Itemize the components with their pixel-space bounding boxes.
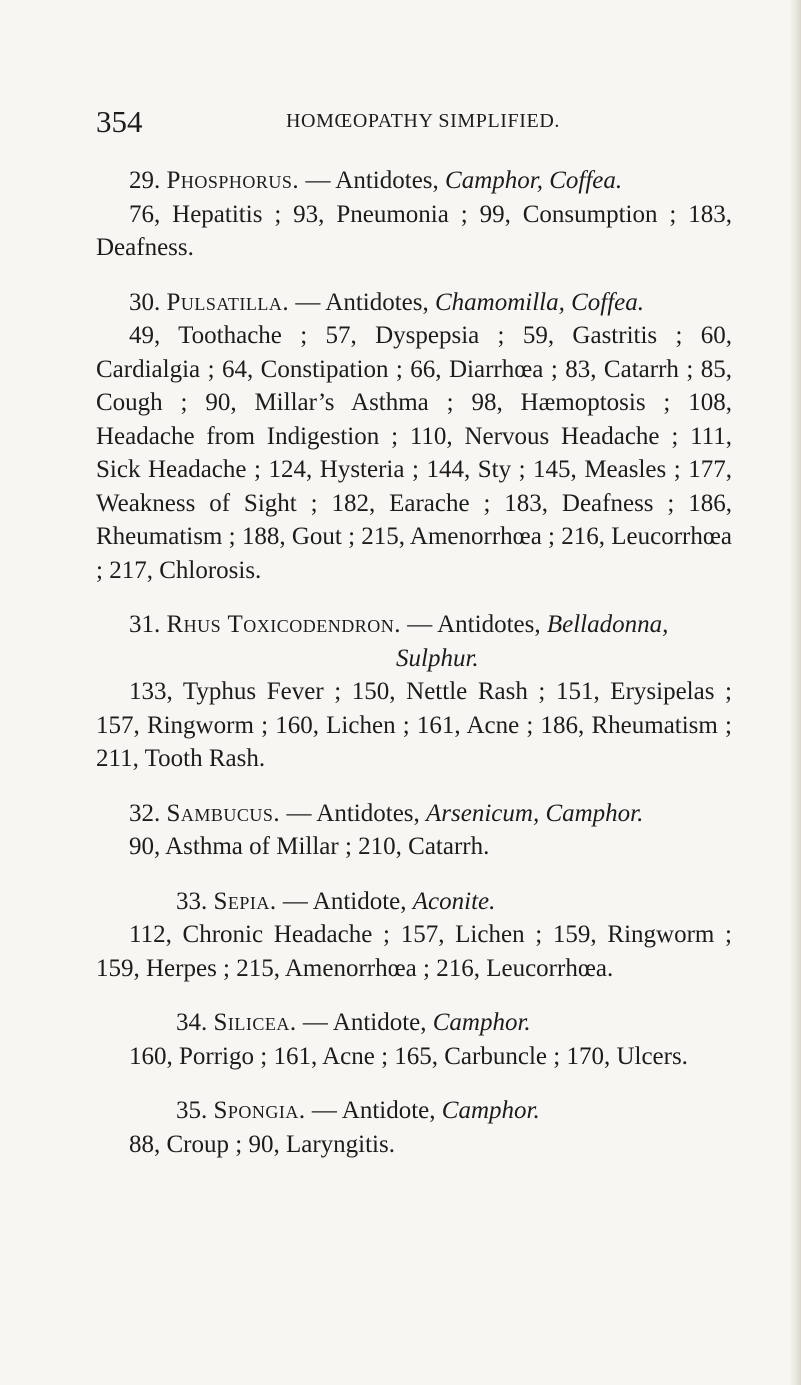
- antidote-label: — Antidotes,: [407, 611, 541, 638]
- indications: 160, Porrigo ; 161, Acne ; 165, Carbuncle ; 170, Ulcers.: [129, 1042, 688, 1070]
- running-title: HOMŒOPATHY SIMPLIFIED.: [286, 110, 560, 132]
- remedy-heading: [96, 797, 732, 831]
- antidote-label: — Antidotes,: [286, 799, 420, 827]
- antidote-names: Chamomilla, Coffea.: [435, 288, 645, 316]
- antidote-continuation: [96, 642, 732, 676]
- page-edge-shadow: [789, 0, 801, 1385]
- remedy-heading: [96, 286, 732, 320]
- antidote-names-continued: Sulphur.: [396, 644, 479, 672]
- remedy-heading: [96, 1006, 732, 1040]
- running-header: [96, 104, 732, 144]
- remedy-entry-pulsatilla: [96, 286, 732, 588]
- remedy-heading: [96, 885, 732, 919]
- antidote-names: Arsenicum, Camphor.: [426, 799, 644, 827]
- entry-number: 32.: [129, 799, 161, 827]
- indications: 133, Typhus Fever ; 150, Nettle Rash ; 151, Erysipelas ; 157, Ringworm ; 160, Lichen ; 161, Acne ; 186, Rheumatism ; 211, Tooth Rash.: [96, 678, 732, 772]
- indications: 112, Chronic Headache ; 157, Lichen ; 159, Ringworm ; 159, Herpes ; 215, Amenorrhœa ; 216, Leucorrhœa.: [96, 921, 732, 982]
- remedy-entry-silicea: [96, 1006, 732, 1073]
- entry-number: 33.: [176, 887, 208, 915]
- remedy-entry-rhus-toxicodendron: [96, 608, 732, 776]
- page-number: 354: [96, 104, 143, 139]
- entry-number: 34.: [176, 1009, 208, 1036]
- remedy-entry-spongia: [96, 1094, 732, 1161]
- entry-number: 29.: [129, 167, 161, 194]
- remedy-heading: [96, 1094, 732, 1128]
- antidote-label: — Antidote,: [282, 887, 407, 915]
- remedy-name: Pulsatilla.: [166, 288, 290, 316]
- remedy-name: Silicea.: [213, 1009, 297, 1036]
- entry-number: 35.: [176, 1097, 208, 1124]
- remedy-entry-sambucus: [96, 797, 732, 864]
- entry-number: 31.: [129, 611, 161, 638]
- antidote-names: Belladonna,: [546, 611, 669, 638]
- remedy-name: Sepia.: [213, 887, 277, 915]
- indications: 76, Hepatitis ; 93, Pneumonia ; 99, Consumption ; 183, Deafness.: [96, 200, 732, 261]
- antidote-names: Camphor.: [441, 1097, 540, 1124]
- antidote-names: Camphor, Coffea.: [445, 167, 623, 194]
- antidote-names: Aconite.: [412, 887, 496, 915]
- remedy-name: Phosphorus.: [166, 167, 300, 194]
- remedy-heading: [96, 164, 732, 198]
- remedy-name: Spongia.: [213, 1097, 306, 1124]
- remedy-entry-phosphorus: [96, 164, 732, 265]
- indications: 49, Toothache ; 57, Dyspepsia ; 59, Gastritis ; 60, Cardialgia ; 64, Constipation ; 66, Diarrhœa ; 83, Catarrh ; 85, Cough ; 90, Millar’s Asthma ; 98, Hæmoptosis ; 108, Headache from Indigestion ; 110, Nervous Headache ; 111, Sick Headache ; 124, Hysteria ; 144, Sty ; 145, Measles ; 177, Weakness of Sight ; 182, Earache ; 183, Deafness ; 186, Rheumatism ; 188, Gout ; 215, Amenorrhœa ; 216, Leucorrhœa ; 217, Chlorosis.: [96, 322, 732, 584]
- antidote-label: — Antidote,: [311, 1097, 436, 1124]
- antidote-names: Camphor.: [432, 1009, 531, 1036]
- antidote-label: — Antidote,: [302, 1009, 427, 1036]
- indications: 88, Croup ; 90, Laryngitis.: [129, 1130, 395, 1158]
- remedy-name: Sambucus.: [166, 799, 281, 827]
- remedy-list: [96, 164, 732, 1182]
- entry-number: 30.: [129, 288, 161, 316]
- antidote-label: — Antidotes,: [305, 167, 439, 194]
- antidote-label: — Antidotes,: [295, 288, 429, 316]
- indications: 90, Asthma of Millar ; 210, Catarrh.: [129, 833, 490, 860]
- remedy-name: Rhus Toxicodendron.: [166, 611, 401, 638]
- remedy-entry-sepia: [96, 885, 732, 986]
- remedy-heading: [96, 608, 732, 642]
